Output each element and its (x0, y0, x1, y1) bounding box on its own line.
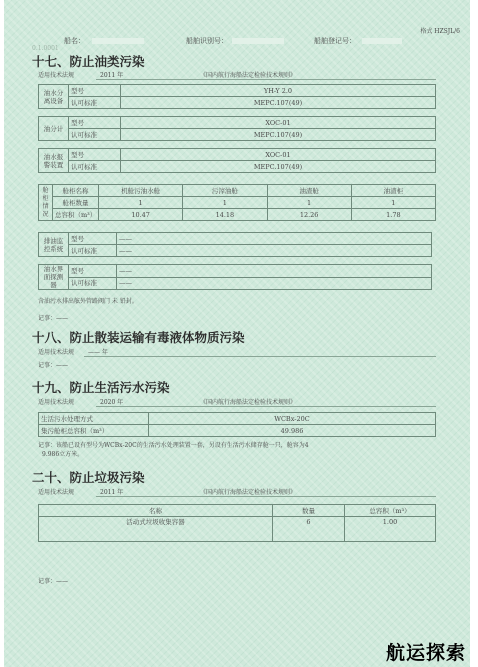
s17-rule-name: 《国内航行海船法定检验技术规则》 (200, 72, 297, 79)
garbage-item-name: 活动式垃圾收集容器 (39, 517, 273, 542)
oil-alarm-std: MEPC.107(49) (121, 161, 436, 173)
ship-id-redacted (232, 38, 284, 44)
section-17-title: 十七、防止油类污染 (32, 54, 145, 69)
s17-remark: 记事：—— (38, 315, 69, 322)
oil-monitor-std: —— (117, 245, 432, 257)
s20-remark: 记事：—— (38, 578, 69, 585)
section-18-title: 十八、防止散装运输有毒液体物质污染 (32, 330, 245, 345)
tank-count: 1 (351, 197, 435, 209)
s20-rule-name: 《国内航行海船法定检验技术规则》 (200, 489, 297, 496)
watermark-logo: 航运探索 (385, 642, 466, 664)
section-20-title: 二十、防止垃圾污染 (32, 470, 145, 485)
interface-detector-label: 油水界面探测器 (39, 265, 69, 290)
s18-rule-year: —— 年 (88, 349, 108, 356)
sewage-table: 生活污水处理方式 WCBx-20C 集污舱柜总容积（m³） 49.986 (38, 412, 436, 437)
s17-rule-label: 适用技术法规 (38, 72, 75, 79)
sewage-method: WCBx-20C (149, 413, 436, 425)
s17-rule-year: 2011 年 (100, 72, 124, 79)
tank-count: 1 (183, 197, 267, 209)
oil-meter-std: MEPC.107(49) (121, 129, 436, 141)
oil-alarm-table: 油水报警装置 型号 XOC-01 认可标准 MEPC.107(49) (38, 148, 436, 173)
stamp-number: 0.1.0001 (32, 45, 59, 52)
tank-name: 污滓油舱 (183, 185, 267, 197)
s20-rule-label: 适用技术法规 (38, 489, 75, 496)
format-code: 格式 HZSJL/6 (420, 28, 460, 35)
oil-monitor-type: —— (117, 233, 432, 245)
certificate-page (4, 0, 470, 667)
s19-rule-name: 《国内航行海船法定检验技术规则》 (200, 399, 297, 406)
tank-volume: 1.78 (351, 209, 435, 221)
oil-monitor-label: 排油监控系统 (39, 233, 69, 257)
s19-remark-line2: 9.986立方米。 (42, 451, 84, 458)
s18-remark: 记事：—— (38, 362, 69, 369)
s19-rule-year: 2020 年 (100, 399, 124, 406)
ship-name-label: 船名： (64, 37, 85, 45)
oil-separator-std: MEPC.107(49) (121, 97, 436, 109)
s20-rule-year: 2011 年 (100, 489, 124, 496)
garbage-item-vol: 1.00 (345, 517, 436, 542)
tank-table: 舱柜情况 舱柜名称 机舱污油水舱 污滓油舱 油渣舱 油渣柜 舱柜数量 1 1 1 1 总容积（m³） 10.47 14.18 12.26 1.78 (38, 184, 436, 221)
interface-detector-type: —— (117, 265, 432, 278)
oil-alarm-label: 油水报警装置 (39, 149, 69, 173)
oil-alarm-type: XOC-01 (121, 149, 436, 161)
interface-detector-table: 油水界面探测器 型号 —— 认可标准 —— (38, 264, 432, 290)
ship-name-redacted (92, 38, 144, 44)
tank-label: 舱柜情况 (39, 185, 53, 221)
garbage-item-qty: 6 (273, 517, 345, 542)
interface-detector-std: —— (117, 277, 432, 290)
tank-name: 油渣柜 (351, 185, 435, 197)
s18-rule-label: 适用技术法规 (38, 349, 75, 356)
reg-no-redacted (362, 38, 402, 44)
tank-count: 1 (267, 197, 351, 209)
tank-volume: 14.18 (183, 209, 267, 221)
oil-separator-type: YH-Y 2.0 (121, 85, 436, 97)
oil-monitor-table: 排油监控系统 型号 —— 认可标准 —— (38, 232, 432, 257)
tank-count: 1 (99, 197, 183, 209)
oil-separator-table: 油水分离设备 型号 YH-Y 2.0 认可标准 MEPC.107(49) (38, 84, 436, 109)
oil-meter-label: 油分计 (39, 117, 69, 141)
oil-meter-type: XOC-01 (121, 117, 436, 129)
section-19-title: 十九、防止生活污水污染 (32, 380, 170, 395)
s19-remark-line1: 记事：该船已设有型号为WCBx-20C的生活污水处理装置一套，另设有生活污水储存舱一只，舱容为4 (38, 442, 309, 449)
oil-meter-table: 油分计 型号 XOC-01 认可标准 MEPC.107(49) (38, 116, 436, 141)
tank-name: 油渣舱 (267, 185, 351, 197)
oil-separator-label: 油水分离设备 (39, 85, 69, 109)
reg-no-label: 船舶登记号： (314, 37, 356, 45)
tank-volume: 10.47 (99, 209, 183, 221)
ship-id-label: 船舶识别号： (186, 37, 228, 45)
tank-volume: 12.26 (267, 209, 351, 221)
s17-valve-note: 含油污水排出舷外管路阀门 未 铅封。 (38, 298, 138, 305)
sewage-volume: 49.986 (149, 425, 436, 437)
tank-name: 机舱污油水舱 (99, 185, 183, 197)
garbage-table: 名称 数量 总容积（m³） 活动式垃圾收集容器 6 1.00 (38, 504, 436, 542)
s19-rule-label: 适用技术法规 (38, 399, 75, 406)
